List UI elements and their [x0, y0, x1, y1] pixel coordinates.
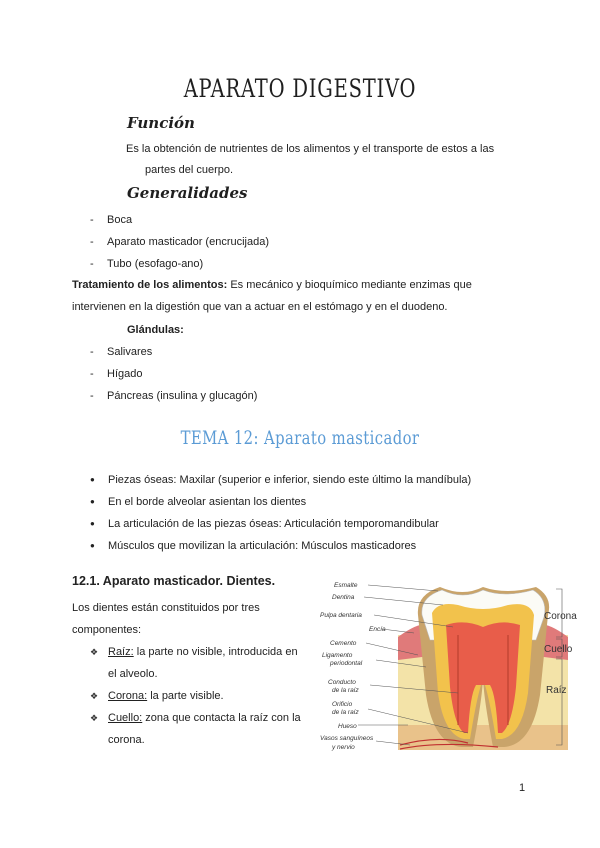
funcion-heading: Función	[127, 114, 195, 132]
glandulas-heading: Glándulas:	[127, 324, 184, 336]
list-item: - Boca	[90, 209, 269, 231]
term-cuello: Cuello:	[108, 712, 143, 724]
list-item: ● La articulación de las piezas óseas: Articulación temporomandibular	[90, 513, 471, 535]
desc-cuello-2: corona.	[108, 734, 145, 746]
list-item	[90, 685, 315, 707]
label-nervio: y nervio	[332, 744, 355, 751]
label-dentina: Dentina	[332, 594, 355, 601]
label-ligamento: Ligamento	[322, 652, 353, 659]
list-item: - Hígado	[90, 363, 257, 385]
desc-raiz: la parte no visible, introducida en	[133, 646, 298, 658]
funcion-text-line2: partes del cuerpo.	[145, 164, 234, 176]
label-orificio: Orificio	[332, 701, 353, 708]
glandulas-list	[90, 341, 257, 407]
list-item: ● Piezas óseas: Maxilar (superior e inferior, siendo este último la mandíbula)	[90, 469, 471, 491]
desc-corona: la parte visible.	[147, 690, 224, 702]
list-item	[90, 641, 315, 685]
page-title: APARATO DIGESTIVO	[183, 74, 417, 103]
label-vasos: Vasos sanguíneos	[320, 735, 374, 742]
label-conducto: Conducto	[328, 679, 356, 686]
desc-raiz-2: el alveolo.	[108, 668, 158, 680]
region-raiz: Raíz	[546, 685, 567, 696]
tema-bullets	[90, 469, 471, 557]
tema-title: TEMA 12: Aparato masticador	[180, 427, 420, 449]
label-cemento: Cemento	[330, 640, 357, 647]
tratamiento-text-line1: Es mecánico y bioquímico mediante enzimas que	[227, 279, 472, 291]
generalidades-heading: Generalidades	[127, 184, 248, 202]
list-item	[90, 707, 315, 751]
label-hueso: Hueso	[338, 723, 357, 730]
generalidades-list	[90, 209, 269, 275]
list-item: - Tubo (esofago-ano)	[90, 253, 269, 275]
section-intro-line2: componentes:	[72, 624, 142, 636]
term-raiz: Raíz:	[108, 646, 134, 658]
tratamiento-text-line2: intervienen en la digestión que van a actuar en el estómago y en el duodeno.	[72, 301, 448, 313]
list-item: ● En el borde alveolar asientan los dientes	[90, 491, 471, 513]
label-esmalte: Esmalte	[334, 582, 358, 589]
list-item: - Salivares	[90, 341, 257, 363]
tratamiento-label: Tratamiento de los alimentos:	[72, 279, 228, 291]
list-item: ● Músculos que movilizan la articulación: Músculos masticadores	[90, 535, 471, 557]
section-intro-line1: Los dientes están constituidos por tres	[72, 602, 260, 614]
region-cuello: Cuello	[544, 644, 573, 655]
tratamiento-paragraph	[72, 274, 472, 296]
desc-cuello: zona que contacta la raíz con la	[142, 712, 301, 724]
section-heading: 12.1. Aparato masticador. Dientes.	[72, 574, 276, 588]
page-number: 1	[519, 782, 526, 794]
list-item: - Páncreas (insulina y glucagón)	[90, 385, 257, 407]
tooth-diagram	[318, 575, 588, 755]
term-corona: Corona:	[108, 690, 148, 702]
funcion-text-line1: Es la obtención de nutrientes de los alimentos y el transporte de estos a las	[126, 143, 495, 155]
label-de-la-raiz: de la raíz	[332, 687, 359, 694]
label-de-la-raiz-2: de la raíz	[332, 709, 359, 716]
label-periodontal: periodontal	[330, 660, 363, 667]
region-corona: Corona	[544, 611, 577, 622]
list-item: - Aparato masticador (encrucijada)	[90, 231, 269, 253]
tooth-components-list	[90, 641, 315, 751]
label-pulpa: Pulpa dentaria	[320, 612, 362, 619]
label-encia: Encía	[369, 626, 386, 633]
